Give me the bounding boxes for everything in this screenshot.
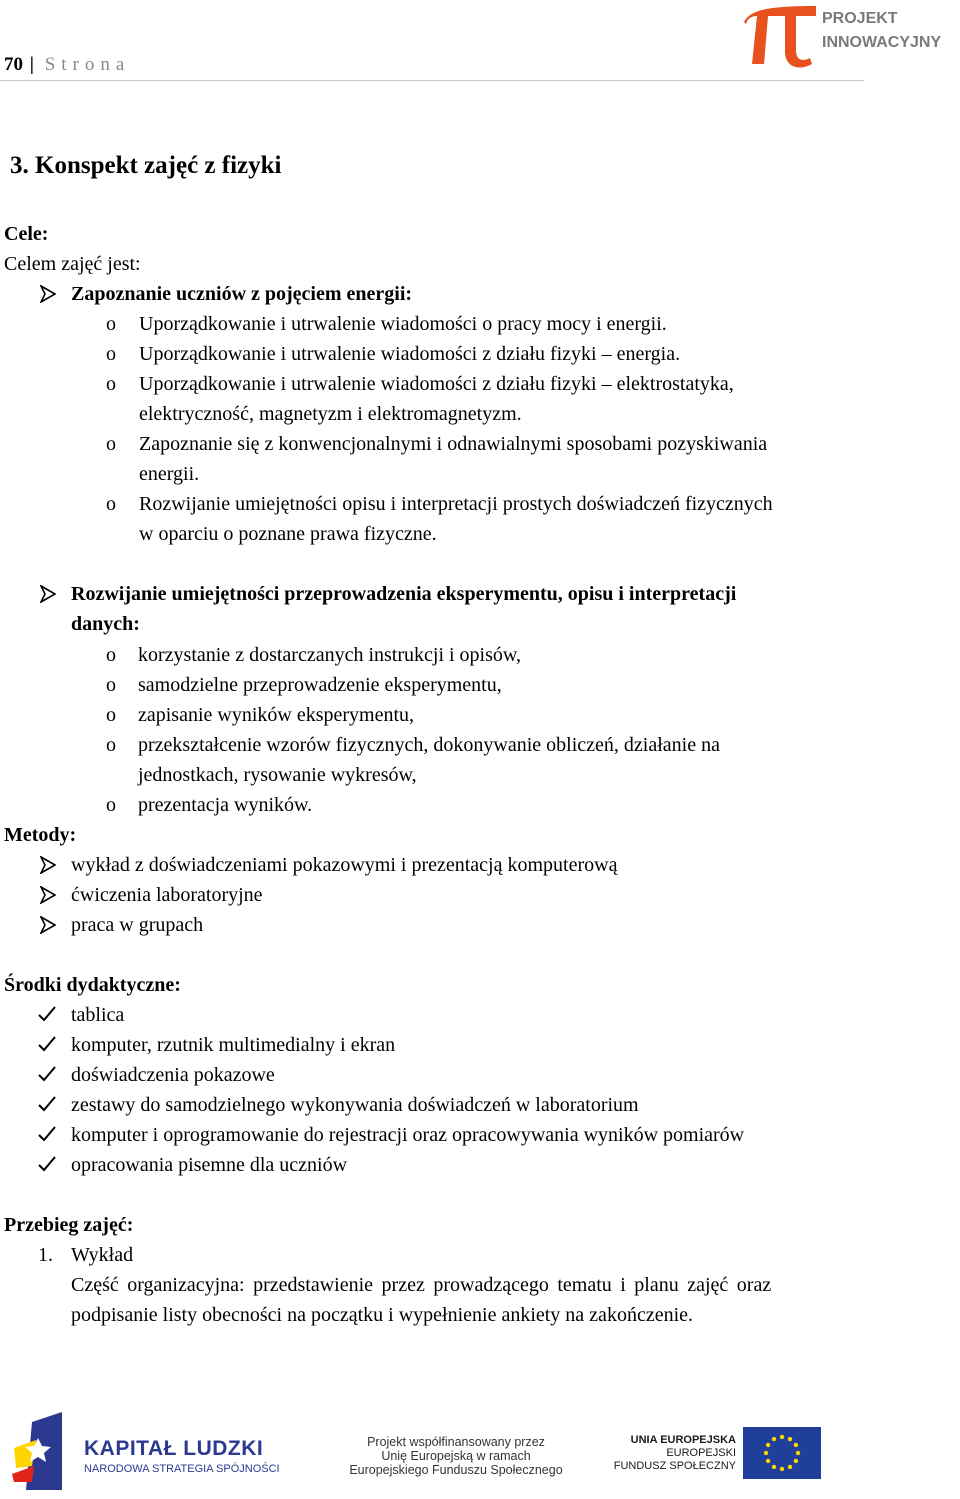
aid-item: komputer, rzutnik multimedialny i ekran — [71, 1034, 396, 1056]
skill-item-cont: jednostkach, rysowanie wykresów, — [138, 764, 417, 786]
circle-bullet: o — [106, 373, 116, 395]
methods-heading: Metody: — [4, 824, 77, 846]
method-item: ćwiczenia laboratoryjne — [71, 884, 263, 906]
aids-heading: Środki dydaktyczne: — [4, 974, 181, 996]
skill-item: przekształcenie wzorów fizycznych, dokonywanie obliczeń, działanie na — [138, 734, 720, 756]
skill-item: prezentacja wyników. — [138, 794, 313, 816]
skill-item: samodzielne przeprowadzenie eksperymentu, — [138, 674, 502, 696]
arrow-bullet-icon — [40, 886, 56, 904]
step-text: Część organizacyjna: przedstawienie przez prowadzącego tematu i planu zajęć oraz — [71, 1274, 772, 1296]
circle-bullet: o — [106, 493, 116, 515]
goal-group-1-label: Zapoznanie uczniów z pojęciem energii: — [71, 283, 413, 305]
pi-logo-icon — [738, 0, 820, 70]
goal-item-cont: elektryczność, magnetyzm i elektromagnetyzm. — [139, 403, 522, 425]
eu-line-2: EUROPEJSKI — [666, 1447, 736, 1459]
kapital-ludzki-logo-icon — [12, 1408, 74, 1490]
circle-bullet: o — [106, 794, 116, 816]
eu-flag-icon — [743, 1427, 821, 1479]
checkmark-icon — [38, 1125, 56, 1143]
circle-bullet: o — [106, 313, 116, 335]
aid-item: doświadczenia pokazowe — [71, 1064, 275, 1086]
circle-bullet: o — [106, 433, 116, 455]
goals-intro: Celem zajęć jest: — [4, 253, 141, 275]
funding-line-3: Europejskiego Funduszu Społecznego — [349, 1463, 563, 1477]
circle-bullet: o — [106, 704, 116, 726]
goal-item: Zapoznanie się z konwencjonalnymi i odnawialnymi sposobami pozyskiwania — [139, 433, 768, 455]
checkmark-icon — [38, 1155, 56, 1173]
course-heading: Przebieg zajęć: — [4, 1214, 134, 1236]
aid-item: tablica — [71, 1004, 125, 1026]
funding-line-1: Projekt współfinansowany przez — [367, 1435, 545, 1449]
circle-bullet: o — [106, 734, 116, 756]
eu-line-1: UNIA EUROPEJSKA — [630, 1434, 736, 1446]
arrow-bullet-icon — [40, 856, 56, 874]
goal-item: Rozwijanie umiejętności opisu i interpretacji prostych doświadczeń fizycznych — [139, 493, 773, 515]
step-text-cont: podpisanie listy obecności na początku i wypełnienie ankiety na zakończenie. — [71, 1304, 694, 1326]
page-number-label — [4, 54, 130, 76]
checkmark-icon — [38, 1065, 56, 1083]
step-number: 1. — [38, 1244, 53, 1266]
goal-group-2-label-cont: danych: — [71, 613, 140, 635]
goals-heading: Cele: — [4, 223, 49, 245]
brand-line-2: INNOWACYJNY — [822, 34, 942, 51]
circle-bullet: o — [106, 644, 116, 666]
circle-bullet: o — [106, 674, 116, 696]
goal-item: Uporządkowanie i utrwalenie wiadomości z działu fizyki – elektrostatyka, — [139, 373, 734, 395]
arrow-bullet-icon — [40, 285, 56, 303]
method-item: wykład z doświadczeniami pokazowymi i prezentacją komputerową — [71, 854, 618, 876]
aid-item: komputer i oprogramowanie do rejestracji oraz opracowywania wyników pomiarów — [71, 1124, 745, 1146]
checkmark-icon — [38, 1095, 56, 1113]
skill-item: zapisanie wyników eksperymentu, — [138, 704, 415, 726]
page-separator: | — [29, 54, 34, 75]
section-title: 3. Konspekt zajęć z fizyki — [10, 152, 282, 179]
arrow-bullet-icon — [40, 916, 56, 934]
goal-item: Uporządkowanie i utrwalenie wiadomości o pracy mocy i energii. — [139, 313, 667, 335]
circle-bullet: o — [106, 343, 116, 365]
goal-item-cont: energii. — [139, 463, 200, 485]
aid-item: opracowania pisemne dla uczniów — [71, 1154, 348, 1176]
funding-line-2: Unię Europejską w ramach — [381, 1449, 531, 1463]
kapital-ludzki-title: KAPITAŁ LUDZKI — [84, 1437, 264, 1460]
goal-item: Uporządkowanie i utrwalenie wiadomości z działu fizyki – energia. — [139, 343, 681, 365]
eu-line-3: FUNDUSZ SPOŁECZNY — [613, 1460, 736, 1472]
page-number: 70 — [4, 54, 23, 75]
method-item: praca w grupach — [71, 914, 204, 936]
checkmark-icon — [38, 1035, 56, 1053]
checkmark-icon — [38, 1005, 56, 1023]
brand-line-1: PROJEKT — [822, 10, 898, 27]
page-word: Strona — [44, 54, 131, 75]
goal-group-2-label: Rozwijanie umiejętności przeprowadzenia eksperymentu, opisu i interpretacji — [71, 583, 737, 605]
skill-item: korzystanie z dostarczanych instrukcji i opisów, — [138, 644, 522, 666]
arrow-bullet-icon — [40, 585, 56, 603]
step-title: Wykład — [71, 1244, 134, 1266]
kapital-ludzki-subtitle: NARODOWA STRATEGIA SPÓJNOŚCI — [84, 1463, 280, 1475]
aid-item: zestawy do samodzielnego wykonywania doświadczeń w laboratorium — [71, 1094, 639, 1116]
goal-item-cont: w oparciu o poznane prawa fizyczne. — [139, 523, 437, 545]
header-divider — [0, 80, 864, 81]
